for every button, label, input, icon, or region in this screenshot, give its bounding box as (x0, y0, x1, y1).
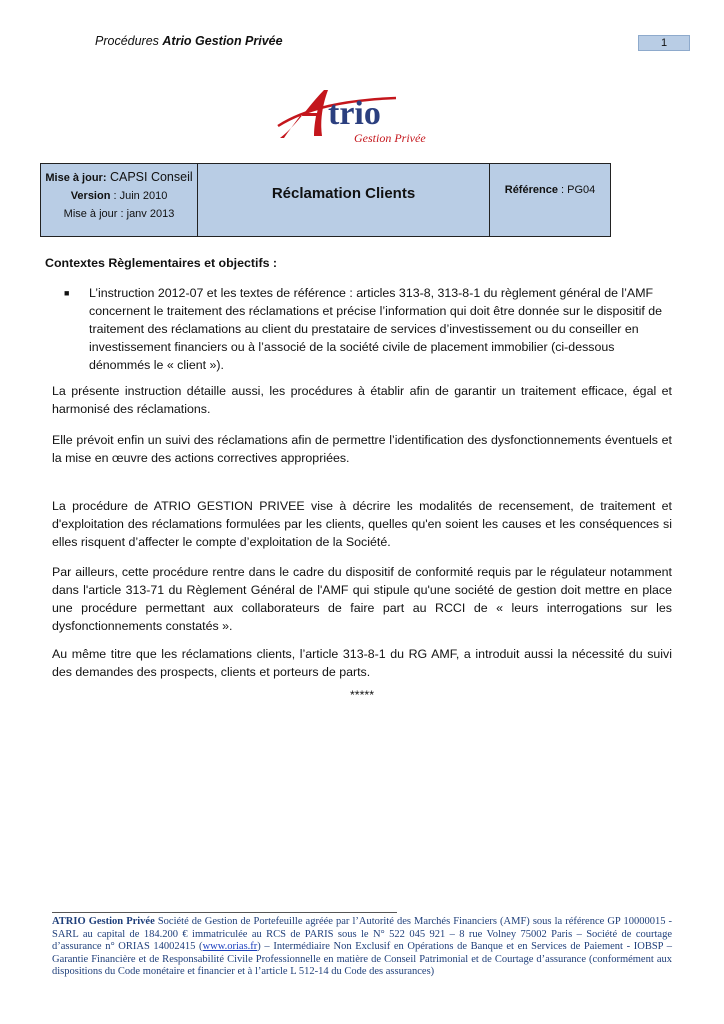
footer-text-2: ) – Intermédiaire Non Exclusif en Opérations de Banque et en Services de Paiement - IOBSP – Garantie Financière et de Responsabilité Civile Professionnelle en matière de Conseil Patrimonial et de Courtage d’assurance (conformément aux dispositions du Code monétaire et financier et à l’article L 512-14 du Code des assurances) (52, 941, 672, 977)
version-label: Version (70, 190, 111, 202)
footer-legal-text (52, 916, 672, 979)
version-value: : Juin 2010 (110, 190, 168, 202)
update-value: CAPSI Conseil (106, 170, 193, 184)
reference-value: : PG04 (557, 184, 596, 196)
paragraph-4: Par ailleurs, cette procédure rentre dans le cadre du dispositif de conformité requis par le régulateur notamment dans l'article 313-71 du Règlement Général de l'AMF qui stipule qu'une société de gestion doit mettre en place une procédure permettant aux collaborateurs de faire part au RCCI de « leurs interrogations sur les dysfonctionnements constatés ». (52, 565, 672, 633)
logo-wordmark: trio (328, 95, 381, 132)
document-title: Réclamation Clients (271, 184, 416, 202)
logo-tagline: Gestion Privée (354, 131, 426, 145)
orias-link[interactable]: www.orias.fr (202, 941, 258, 952)
atrio-logo (276, 86, 454, 146)
reference-cell (490, 164, 610, 236)
update-date: Mise à jour : janv 2013 (63, 208, 175, 220)
paragraph-2: Elle prévoit enfin un suivi des réclamations afin de permettre l’identification des dysfonctionnements éventuels et la mise en œuvre des actions correctives appropriées. (52, 433, 672, 465)
paragraph-1: La présente instruction détaille aussi, les procédures à établir afin de garantir un traitement efficace, égal et harmonisé des réclamations. (52, 384, 672, 416)
header-title (95, 34, 283, 48)
document-title-cell (198, 164, 490, 236)
update-info-cell (41, 164, 198, 236)
paragraph-3: La procédure de ATRIO GESTION PRIVEE vise à décrire les modalités de recensement, de traitement et d'exploitation des réclamations formulées par les clients, quelles qu'en soient les causes et les conséquences si elles risquent d’affecter le compte d’exploitation de la Société. (52, 499, 672, 549)
section-title: Contextes Règlementaires et objectifs : (45, 256, 278, 270)
header-title-brand: Atrio Gestion Privée (162, 34, 283, 48)
separator-stars: ***** (349, 688, 375, 702)
bullet-item (64, 284, 676, 374)
page-number: 1 (638, 35, 690, 51)
document-info-table (40, 163, 611, 237)
header-title-prefix: Procédures (95, 34, 163, 48)
paragraph-5: Au même titre que les réclamations clients, l’article 313-8-1 du RG AMF, a introduit aussi la nécessité du suivi des demandes des prospects, clients et porteurs de parts. (52, 647, 672, 679)
footer-divider (52, 912, 397, 913)
footer-brand: ATRIO Gestion Privée (52, 916, 155, 927)
bullet-text: L’instruction 2012-07 et les textes de référence : articles 313-8, 313-8-1 du règlement général de l’AMF concernent le traitement des réclamations et précise l’information qui doit être donnée sur le dispositif de traitement des réclamations au client du prestataire de services d’investissement ou du conseiller en investissement financiers ou à l’associé de la société civile de placement immobilier (ci-dessous dénommés le « client »). (89, 286, 663, 372)
update-label: Mise à jour: (45, 172, 107, 184)
footer-text-1: Société de Gestion de Portefeuille agréée par l’Autorité des Marchés Financiers (AMF) sous la référence GP 10000015 - SARL au capital de 184.200 € immatriculée au RCS de PARIS sous le N° 522 045 921 – 8 rue Volney 75002 Paris – Société de courtage d’assurance n° ORIAS 14002415 ( (52, 916, 673, 952)
reference-label: Référence (504, 184, 558, 196)
bullet-square-icon: ■ (64, 288, 70, 298)
